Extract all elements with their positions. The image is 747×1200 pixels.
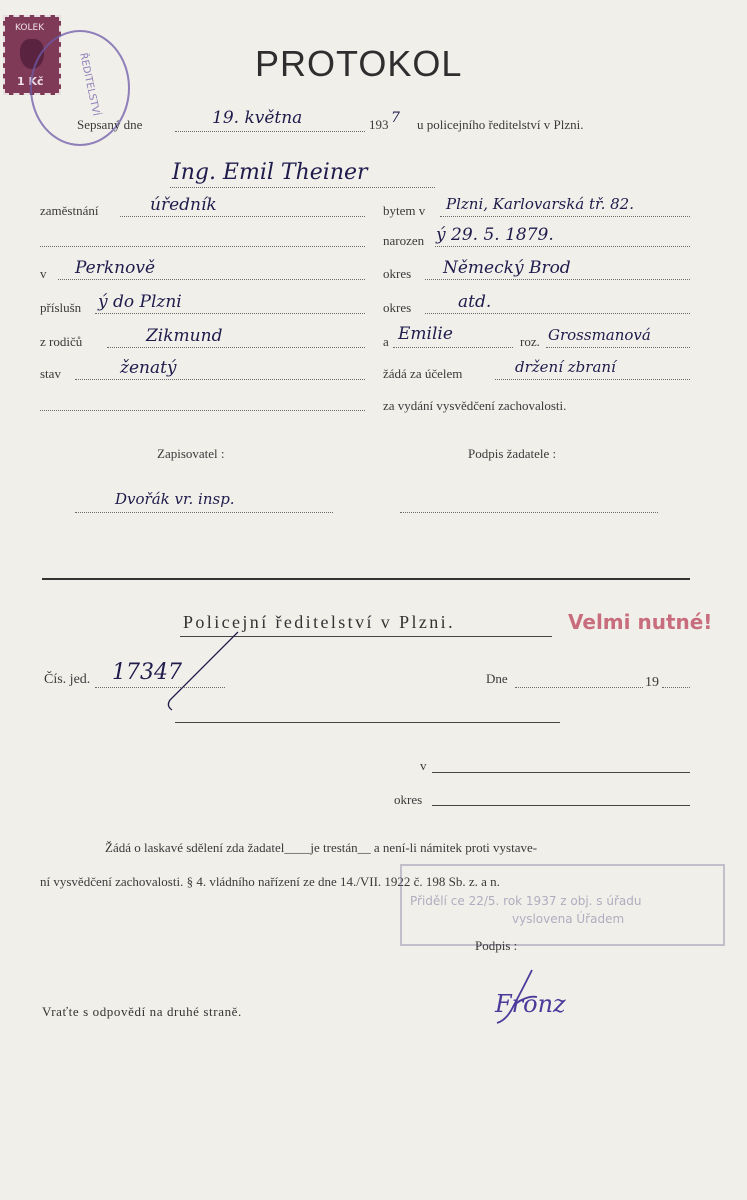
zapisovatel-label: Zapisovatel : — [157, 446, 225, 461]
roz-value: Grossmanová — [548, 326, 651, 344]
section-divider — [42, 578, 690, 580]
page-title: PROTOKOL — [255, 43, 463, 84]
rodicu-label: z rodičů — [40, 334, 83, 349]
officer-signature: Fronz — [495, 990, 566, 1018]
prislusny-value: ý do Plzni — [98, 292, 182, 312]
zamestnani-value: úředník — [150, 195, 217, 215]
okres2-value: atd. — [458, 292, 492, 312]
sepsany-date: 19. května — [212, 108, 303, 128]
bytem-value: Plzni, Karlovarská tř. 82. — [446, 195, 634, 213]
signature-flourish — [492, 965, 552, 1030]
zada-value: držení zbraní — [515, 358, 616, 376]
zada-label: žádá za účelem — [383, 366, 463, 381]
stav-label: stav — [40, 366, 61, 381]
a-value: Emilie — [398, 324, 453, 344]
revenue-stamp-label: KOLEK — [15, 23, 45, 33]
applicant-name: Ing. Emil Theiner — [172, 160, 368, 185]
cis-jed-label: Čís. jed. — [44, 672, 91, 687]
okres1-label: okres — [383, 266, 412, 281]
narozen-label: narozen — [383, 233, 425, 248]
okres1-value: Německý Brod — [443, 258, 571, 278]
faded-stamp-line-2: vyslovena Úřadem — [512, 912, 625, 926]
reply-v-label: v — [420, 758, 427, 773]
narozen-value: ý 29. 5. 1879. — [436, 225, 554, 245]
prislusny-label: příslušn — [40, 300, 82, 315]
reply-okres-label: okres — [394, 792, 423, 807]
body-line-1: Žádá o laskavé sdělení zda žadatel____je trestán__ a není-li námitek proti vystave- — [105, 840, 538, 855]
place-text: u policejního ředitelství v Plzni. — [417, 117, 584, 132]
podpis-zadatele-label: Podpis žadatele : — [468, 446, 557, 461]
year-prefix: 193 — [369, 117, 389, 132]
faded-stamp — [400, 864, 725, 946]
roz-label: roz. — [520, 334, 540, 349]
footer-note: Vraťte s odpovědí na druhé straně. — [42, 1004, 242, 1019]
stav-value: ženatý — [120, 358, 177, 378]
faded-stamp-line-1: Přidělí ce 22/5. rok 1937 z obj. s úřadu — [410, 894, 642, 908]
v-value: Perknově — [75, 258, 156, 278]
zapisovatel-signature: Dvořák vr. insp. — [115, 490, 235, 508]
bytem-label: bytem v — [383, 203, 426, 218]
v-label: v — [40, 266, 47, 281]
a-label: a — [383, 334, 389, 349]
cis-jed-value: 17347 — [112, 660, 182, 685]
zamestnani-label: zaměstnání — [40, 203, 99, 218]
body-line-2: ní vysvědčení zachovalosti. § 4. vládního nařízení ze dne 14./VII. 1922 č. 198 Sb. z. a n. — [40, 874, 500, 889]
dne-year: 19 — [645, 675, 659, 690]
urgent-stamp: Velmi nutné! — [568, 610, 713, 634]
sepsany-label: Sepsaný dne — [77, 117, 143, 132]
podpis-label: Podpis : — [475, 938, 518, 953]
cis-jed-pen-stroke — [160, 630, 240, 715]
rodicu-value: Zikmund — [146, 326, 223, 346]
reply-header: Policejní ředitelství v Plzni. — [183, 612, 455, 632]
round-stamp-text: ŘEDITELSTVÍ — [77, 52, 102, 118]
okres2-label: okres — [383, 300, 412, 315]
year-digit: 7 — [391, 110, 400, 126]
vydani-text: za vydání vysvědčení zachovalosti. — [383, 398, 567, 413]
revenue-stamp-value: 1 Kč — [17, 75, 44, 88]
dne-label: Dne — [486, 671, 508, 686]
